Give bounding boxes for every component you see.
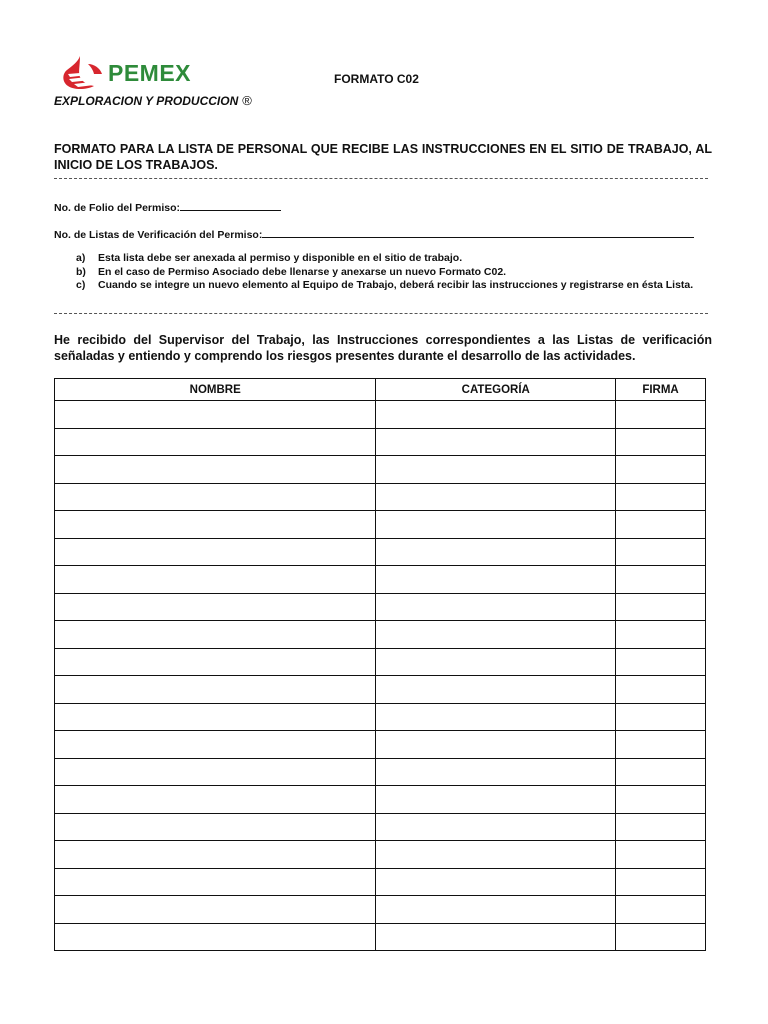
firma-cell[interactable] <box>616 593 706 621</box>
nombre-cell[interactable] <box>55 456 376 484</box>
personnel-table <box>54 378 706 951</box>
note-key: c) <box>76 279 86 291</box>
firma-cell[interactable] <box>616 923 706 951</box>
table-row <box>55 703 706 731</box>
nombre-cell[interactable] <box>55 648 376 676</box>
table-row <box>55 648 706 676</box>
table-row <box>55 538 706 566</box>
categoria-cell[interactable] <box>376 703 616 731</box>
firma-cell[interactable] <box>616 648 706 676</box>
table-body <box>55 401 706 951</box>
table-row <box>55 923 706 951</box>
firma-cell[interactable] <box>616 758 706 786</box>
table-row <box>55 758 706 786</box>
table-row <box>55 593 706 621</box>
nombre-cell[interactable] <box>55 428 376 456</box>
categoria-cell[interactable] <box>376 401 616 429</box>
column-header-firma: FIRMA <box>616 379 706 401</box>
categoria-cell[interactable] <box>376 538 616 566</box>
column-header-categoria: CATEGORÍA <box>376 379 616 401</box>
brand-name: PEMEX <box>108 60 192 86</box>
table-row <box>55 456 706 484</box>
table-row <box>55 621 706 649</box>
nombre-cell[interactable] <box>55 841 376 869</box>
categoria-cell[interactable] <box>376 868 616 896</box>
firma-cell[interactable] <box>616 868 706 896</box>
categoria-cell[interactable] <box>376 428 616 456</box>
firma-cell[interactable] <box>616 621 706 649</box>
note-key: a) <box>76 252 86 264</box>
divider <box>54 178 708 179</box>
categoria-cell[interactable] <box>376 676 616 704</box>
listas-blank[interactable] <box>262 227 694 238</box>
nombre-cell[interactable] <box>55 483 376 511</box>
firma-cell[interactable] <box>616 896 706 924</box>
firma-cell[interactable] <box>616 538 706 566</box>
listas-field <box>54 227 694 241</box>
nombre-cell[interactable] <box>55 538 376 566</box>
categoria-cell[interactable] <box>376 456 616 484</box>
table-row <box>55 786 706 814</box>
note-item <box>76 279 710 293</box>
categoria-cell[interactable] <box>376 648 616 676</box>
categoria-cell[interactable] <box>376 483 616 511</box>
firma-cell[interactable] <box>616 483 706 511</box>
nombre-cell[interactable] <box>55 401 376 429</box>
note-item <box>76 252 710 266</box>
table-row <box>55 841 706 869</box>
firma-cell[interactable] <box>616 511 706 539</box>
table-row <box>55 401 706 429</box>
categoria-cell[interactable] <box>376 786 616 814</box>
table-row <box>55 566 706 594</box>
categoria-cell[interactable] <box>376 923 616 951</box>
pemex-eagle-icon <box>58 54 108 92</box>
nombre-cell[interactable] <box>55 786 376 814</box>
table-row <box>55 511 706 539</box>
note-item <box>76 266 710 280</box>
firma-cell[interactable] <box>616 676 706 704</box>
form-code: FORMATO C02 <box>334 72 419 86</box>
notes-list <box>76 252 710 293</box>
table-row <box>55 483 706 511</box>
pemex-logo <box>54 54 252 110</box>
listas-label: No. de Listas de Verificación del Permiso: <box>54 229 263 241</box>
categoria-cell[interactable] <box>376 621 616 649</box>
column-header-nombre: NOMBRE <box>55 379 376 401</box>
nombre-cell[interactable] <box>55 923 376 951</box>
firma-cell[interactable] <box>616 428 706 456</box>
acknowledgement-statement: He recibido del Supervisor del Trabajo, las Instrucciones correspondientes a las Listas de verificación señaladas y entiendo y comprendo los riesgos presentes durante el desarrollo de las actividades. <box>54 333 712 363</box>
table-row <box>55 868 706 896</box>
firma-cell[interactable] <box>616 401 706 429</box>
nombre-cell[interactable] <box>55 566 376 594</box>
firma-cell[interactable] <box>616 786 706 814</box>
categoria-cell[interactable] <box>376 896 616 924</box>
folio-field <box>54 200 281 214</box>
categoria-cell[interactable] <box>376 731 616 759</box>
firma-cell[interactable] <box>616 456 706 484</box>
table-row <box>55 731 706 759</box>
categoria-cell[interactable] <box>376 593 616 621</box>
table-row <box>55 813 706 841</box>
nombre-cell[interactable] <box>55 621 376 649</box>
firma-cell[interactable] <box>616 841 706 869</box>
categoria-cell[interactable] <box>376 758 616 786</box>
folio-blank[interactable] <box>180 200 281 211</box>
nombre-cell[interactable] <box>55 896 376 924</box>
table-header-row <box>55 379 706 401</box>
note-text: Cuando se integre un nuevo elemento al Equipo de Trabajo, deberá recibir las instrucciones y registrarse en ésta Lista. <box>98 279 694 291</box>
categoria-cell[interactable] <box>376 841 616 869</box>
note-text: Esta lista debe ser anexada al permiso y disponible en el sitio de trabajo. <box>98 252 463 264</box>
brand-subtitle-text: EXPLORACION Y PRODUCCION <box>54 94 239 108</box>
nombre-cell[interactable] <box>55 731 376 759</box>
firma-cell[interactable] <box>616 566 706 594</box>
document-title: FORMATO PARA LA LISTA DE PERSONAL QUE RECIBE LAS INSTRUCCIONES EN EL SITIO DE TRABAJO, AL INICIO DE LOS TRABAJOS. <box>54 142 712 172</box>
categoria-cell[interactable] <box>376 511 616 539</box>
firma-cell[interactable] <box>616 703 706 731</box>
brand-subtitle <box>54 93 252 108</box>
note-text: En el caso de Permiso Asociado debe llenarse y anexarse un nuevo Formato C02. <box>98 265 507 278</box>
table-row <box>55 896 706 924</box>
nombre-cell[interactable] <box>55 703 376 731</box>
folio-label: No. de Folio del Permiso: <box>54 202 181 214</box>
note-key: b) <box>76 265 86 278</box>
table-row <box>55 428 706 456</box>
nombre-cell[interactable] <box>55 593 376 621</box>
nombre-cell[interactable] <box>55 511 376 539</box>
nombre-cell[interactable] <box>55 813 376 841</box>
nombre-cell[interactable] <box>55 676 376 704</box>
nombre-cell[interactable] <box>55 868 376 896</box>
firma-cell[interactable] <box>616 813 706 841</box>
nombre-cell[interactable] <box>55 758 376 786</box>
registered-mark: ® <box>242 93 252 108</box>
table-row <box>55 676 706 704</box>
categoria-cell[interactable] <box>376 813 616 841</box>
categoria-cell[interactable] <box>376 566 616 594</box>
divider <box>54 313 708 314</box>
firma-cell[interactable] <box>616 731 706 759</box>
